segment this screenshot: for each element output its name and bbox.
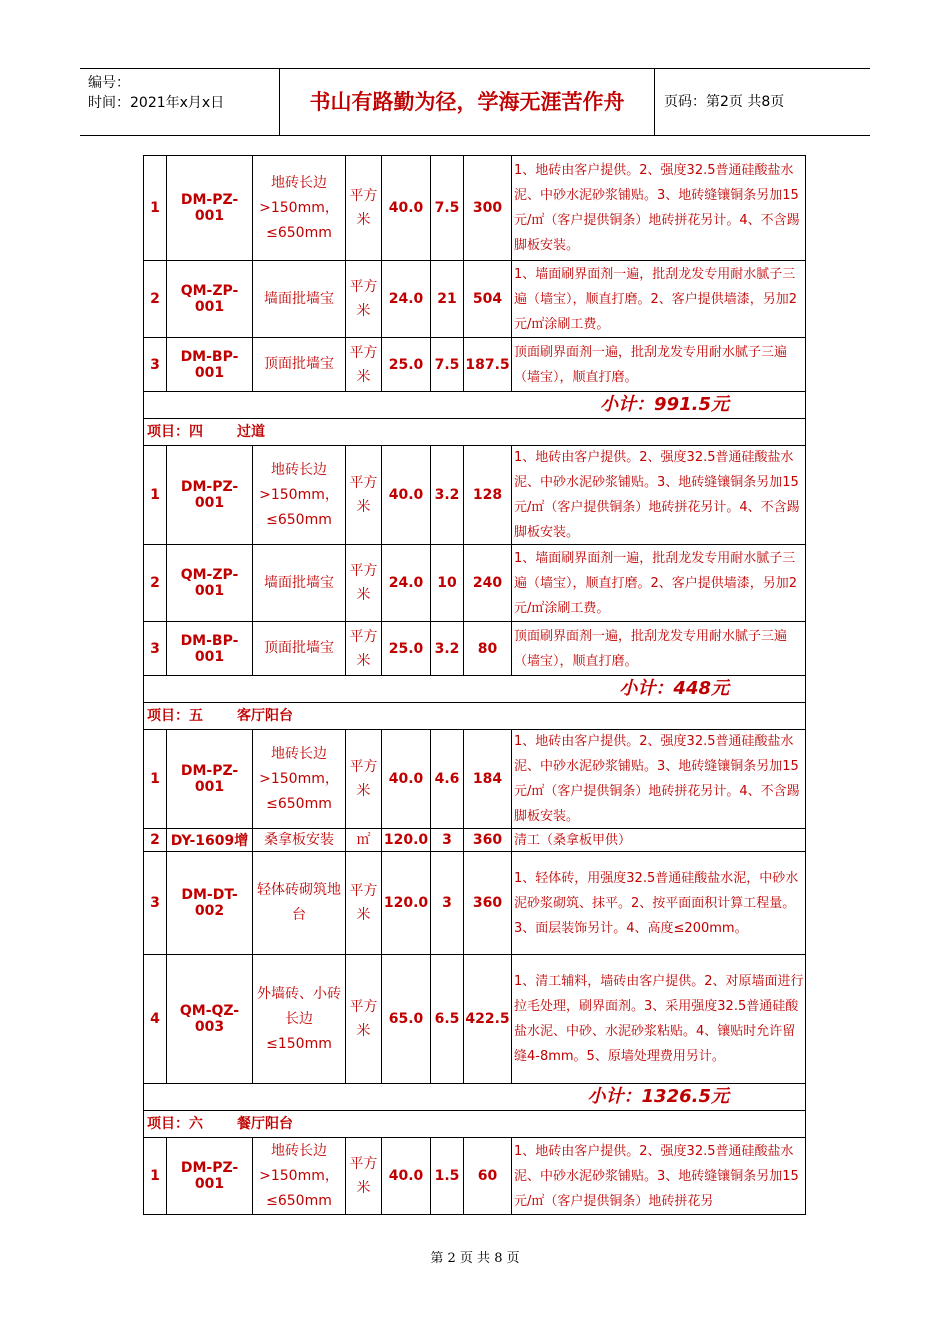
- page-footer: 第 2 页 共 8 页: [430, 1251, 520, 1266]
- item-code: DM-PZ-001: [167, 730, 253, 828]
- table-row: [144, 622, 805, 676]
- header-motto: 书山有路勤为径，学海无涯苦作舟: [280, 69, 655, 135]
- table-row: [144, 730, 805, 829]
- header-meta: [80, 69, 280, 135]
- item-no: 4: [144, 955, 167, 1083]
- item-no: 1: [144, 446, 167, 544]
- item-unit: 平方米: [346, 338, 382, 391]
- item-description: 1、墙面刷界面剂一遍，批刮龙发专用耐水腻子三遍（墙宝），顺直打磨。2、客户提供墙漆，另加2元/㎡涂刷工费。: [514, 266, 798, 332]
- item-unit: 平方米: [346, 446, 382, 544]
- item-qty: 10: [431, 545, 464, 621]
- quote-table: [143, 155, 806, 1215]
- section-row: [144, 703, 805, 730]
- item-amount: 422.5: [464, 955, 512, 1083]
- table-row: [144, 261, 805, 338]
- item-price: 25.0: [382, 338, 431, 391]
- item-code: DM-PZ-001: [167, 446, 253, 544]
- item-unit: 平方米: [346, 1138, 382, 1214]
- item-code: QM-QZ-003: [167, 955, 253, 1083]
- table-row: [144, 955, 805, 1084]
- item-description: 1、清工辅料，墙砖由客户提供。2、对原墙面进行拉毛处理，刷界面剂。3、采用强度32.5普通硅酸盐水泥、中砂、水泥砂浆粘贴。4、镶贴时允许留缝4-8mm。5、原墙处理费用另计。: [514, 974, 804, 1064]
- item-qty: 7.5: [431, 338, 464, 391]
- item-name: 地砖长边>150mm，≤650mm: [253, 1138, 346, 1214]
- serial-label: 编号：: [88, 75, 130, 91]
- item-no: 3: [144, 338, 167, 391]
- item-qty: 6.5: [431, 955, 464, 1083]
- item-code: DY-1609增: [167, 829, 253, 851]
- item-price: 24.0: [382, 261, 431, 337]
- item-name: 外墙砖、小砖长边≤150mm: [253, 955, 346, 1083]
- item-price: 40.0: [382, 446, 431, 544]
- item-code: QM-ZP-001: [167, 545, 253, 621]
- item-amount: 240: [464, 545, 512, 621]
- item-unit: 平方米: [346, 955, 382, 1083]
- item-unit: 平方米: [346, 622, 382, 675]
- item-no: 1: [144, 730, 167, 828]
- item-qty: 1.5: [431, 1138, 464, 1214]
- item-no: 2: [144, 829, 167, 851]
- item-no: 2: [144, 545, 167, 621]
- item-no: 1: [144, 1138, 167, 1214]
- table-row: [144, 446, 805, 545]
- item-qty: 3: [431, 852, 464, 954]
- item-code: DM-DT-002: [167, 852, 253, 954]
- table-row: [144, 156, 805, 261]
- item-qty: 7.5: [431, 156, 464, 260]
- item-unit: 平方米: [346, 545, 382, 621]
- item-description: 1、轻体砖，用强度32.5普通硅酸盐水泥，中砂水泥砂浆砌筑、抹平。2、按平面面积计算工程量。3、面层装饰另计。4、高度≤200mm。: [514, 870, 799, 936]
- item-amount: 80: [464, 622, 512, 675]
- item-code: DM-PZ-001: [167, 1138, 253, 1214]
- item-qty: 4.6: [431, 730, 464, 828]
- item-price: 120.0: [382, 829, 431, 851]
- section-row: [144, 419, 805, 446]
- item-unit: 平方米: [346, 156, 382, 260]
- item-amount: 60: [464, 1138, 512, 1214]
- item-amount: 187.5: [464, 338, 512, 391]
- item-name: 地砖长边>150mm，≤650mm: [253, 730, 346, 828]
- item-amount: 184: [464, 730, 512, 828]
- subtotal-text: 小计：448元: [619, 678, 729, 699]
- item-unit: ㎡: [346, 829, 382, 851]
- table-row: [144, 852, 805, 955]
- section-label: 项目：五: [147, 708, 203, 724]
- item-unit: 平方米: [346, 261, 382, 337]
- item-no: 3: [144, 852, 167, 954]
- item-description: 1、地砖由客户提供。2、强度32.5普通硅酸盐水泥、中砂水泥砂浆铺贴。3、地砖缝镶铜条另加15元/㎡（客户提供铜条）地砖拼花另: [514, 1143, 799, 1209]
- table-row: [144, 829, 805, 852]
- item-description: 顶面刷界面剂一遍，批刮龙发专用耐水腻子三遍（墙宝），顺直打磨。: [514, 628, 788, 669]
- item-price: 40.0: [382, 1138, 431, 1214]
- item-amount: 504: [464, 261, 512, 337]
- subtotal-row: [144, 1084, 805, 1111]
- section-title: 过道: [237, 424, 265, 440]
- item-description: 1、地砖由客户提供。2、强度32.5普通硅酸盐水泥、中砂水泥砂浆铺贴。3、地砖缝镶铜条另加15元/㎡（客户提供铜条）地砖拼花另计。4、不含踢脚板安装。: [514, 163, 800, 253]
- item-name: 顶面批墙宝: [253, 622, 346, 675]
- item-description: 顶面刷界面剂一遍，批刮龙发专用耐水腻子三遍（墙宝），顺直打磨。: [514, 344, 788, 385]
- item-qty: 3: [431, 829, 464, 851]
- table-row: [144, 545, 805, 622]
- item-price: 65.0: [382, 955, 431, 1083]
- section-heading: [147, 419, 265, 445]
- item-amount: 360: [464, 852, 512, 954]
- item-name: 地砖长边>150mm，≤650mm: [253, 446, 346, 544]
- section-heading: [147, 703, 293, 729]
- item-description: 1、墙面刷界面剂一遍，批刮龙发专用耐水腻子三遍（墙宝），顺直打磨。2、客户提供墙漆，另加2元/㎡涂刷工费。: [514, 550, 798, 616]
- section-label: 项目：四: [147, 424, 203, 440]
- date-label: 时间：2021年x月x日: [88, 95, 225, 111]
- item-unit: 平方米: [346, 852, 382, 954]
- item-name: 轻体砖砌筑地台: [253, 852, 346, 954]
- item-price: 25.0: [382, 622, 431, 675]
- item-amount: 300: [464, 156, 512, 260]
- item-name: 墙面批墙宝: [253, 261, 346, 337]
- section-heading: [147, 1111, 293, 1137]
- item-code: DM-PZ-001: [167, 156, 253, 260]
- item-description: 1、地砖由客户提供。2、强度32.5普通硅酸盐水泥、中砂水泥砂浆铺贴。3、地砖缝镶铜条另加15元/㎡（客户提供铜条）地砖拼花另计。4、不含踢脚板安装。: [514, 734, 800, 824]
- header-page-label: 页码：第2页 共8页: [664, 94, 785, 110]
- item-qty: 3.2: [431, 446, 464, 544]
- item-description: 清工（桑拿板甲供）: [514, 832, 632, 848]
- item-price: 40.0: [382, 730, 431, 828]
- item-qty: 21: [431, 261, 464, 337]
- item-amount: 360: [464, 829, 512, 851]
- item-description: 1、地砖由客户提供。2、强度32.5普通硅酸盐水泥、中砂水泥砂浆铺贴。3、地砖缝镶铜条另加15元/㎡（客户提供铜条）地砖拼花另计。4、不含踢脚板安装。: [514, 450, 800, 540]
- subtotal-text: 小计：1326.5元: [587, 1086, 729, 1107]
- item-unit: 平方米: [346, 730, 382, 828]
- item-price: 24.0: [382, 545, 431, 621]
- section-label: 项目：六: [147, 1116, 203, 1132]
- table-row: [144, 338, 805, 392]
- section-title: 餐厅阳台: [237, 1116, 293, 1132]
- item-code: DM-BP-001: [167, 622, 253, 675]
- item-qty: 3.2: [431, 622, 464, 675]
- table-row: [144, 1138, 805, 1214]
- item-no: 3: [144, 622, 167, 675]
- item-amount: 128: [464, 446, 512, 544]
- item-name: 地砖长边>150mm，≤650mm: [253, 156, 346, 260]
- item-price: 120.0: [382, 852, 431, 954]
- page-header: [80, 68, 870, 136]
- item-price: 40.0: [382, 156, 431, 260]
- subtotal-row: [144, 392, 805, 419]
- item-no: 1: [144, 156, 167, 260]
- section-title: 客厅阳台: [237, 708, 293, 724]
- subtotal-row: [144, 676, 805, 703]
- item-name: 墙面批墙宝: [253, 545, 346, 621]
- subtotal-text: 小计：991.5元: [600, 394, 729, 415]
- item-no: 2: [144, 261, 167, 337]
- item-code: DM-BP-001: [167, 338, 253, 391]
- item-name: 桑拿板安装: [253, 829, 346, 851]
- item-code: QM-ZP-001: [167, 261, 253, 337]
- item-name: 顶面批墙宝: [253, 338, 346, 391]
- section-row: [144, 1111, 805, 1138]
